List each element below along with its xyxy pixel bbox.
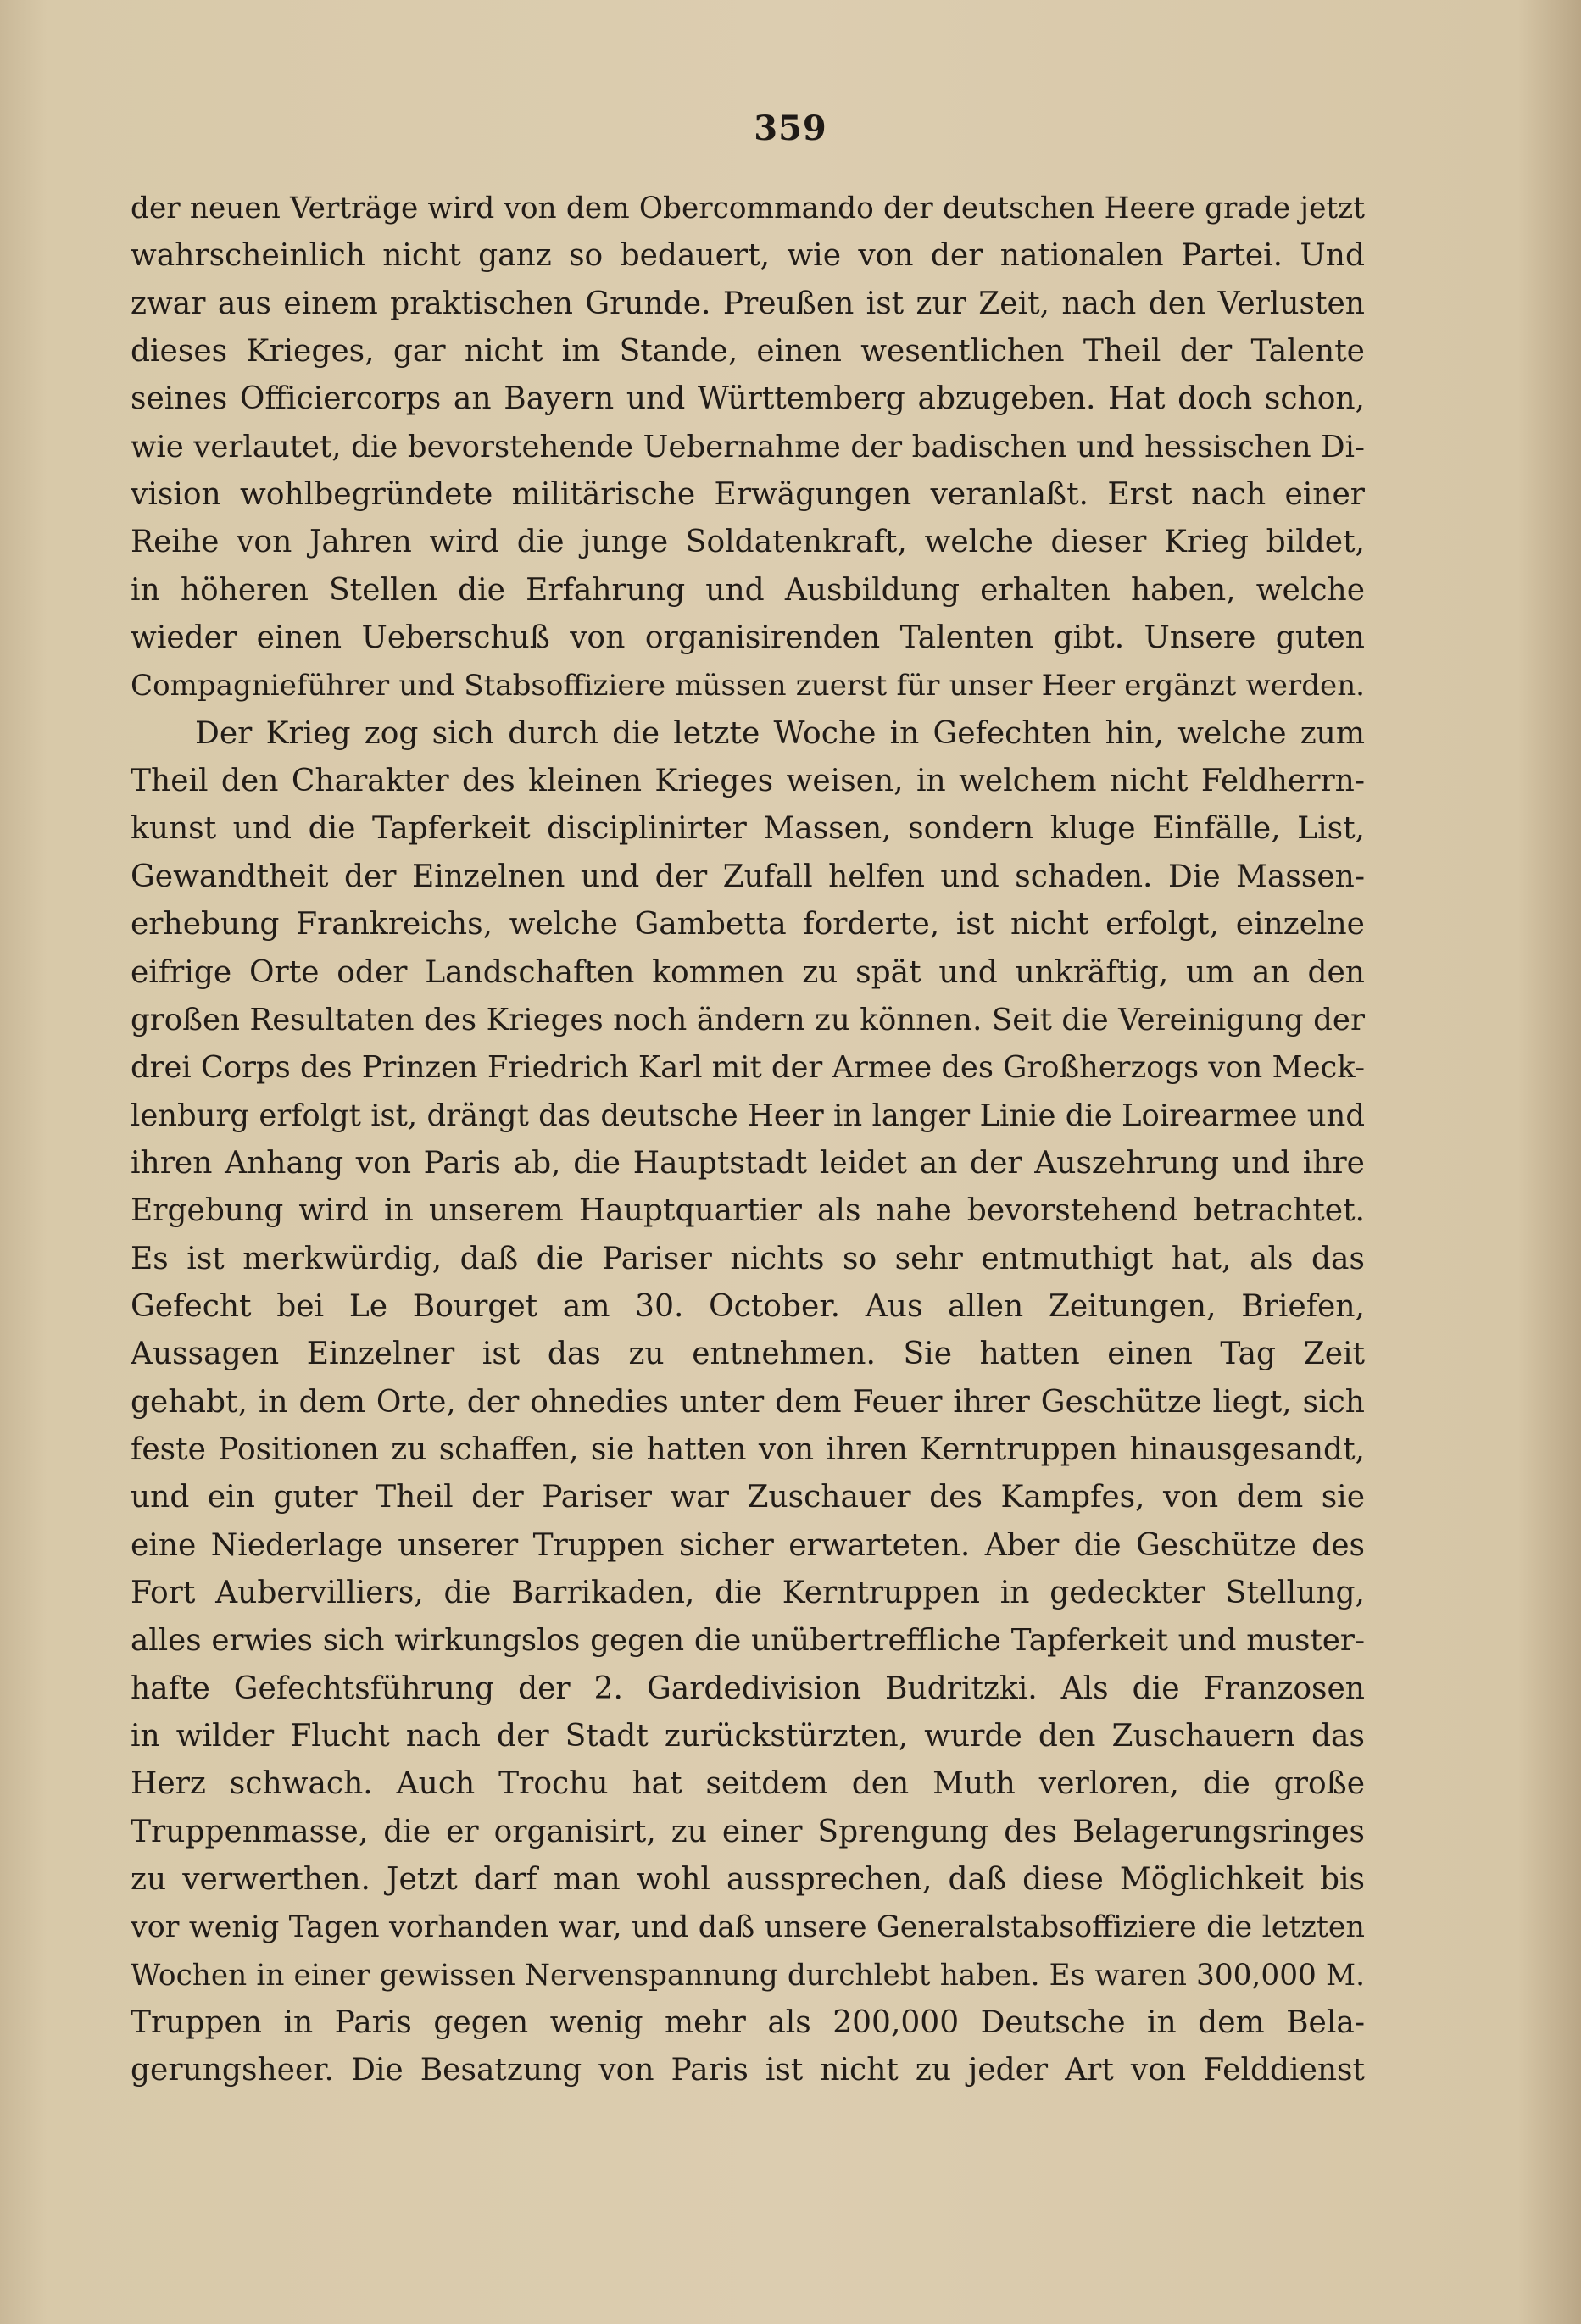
text-line: gehabt, in dem Orte, der ohnedies unter dem Feuer ihrer Geschütze liegt, sich [131,1384,1365,1420]
text-line: in höheren Stellen die Erfahrung und Ausbildung erhalten haben, welche [131,572,1365,608]
text-line: kunst und die Tapferkeit disciplinirter Massen, sondern kluge Einfälle, List, [131,811,1365,847]
text-line: eifrige Orte oder Landschaften kommen zu spät und unkräftig, um an den [131,954,1365,990]
text-line: wie verlautet, die bevorstehende Uebernahme der badischen und hessischen Di- [131,429,1365,464]
text-line: der neuen Verträge wird von dem Obercommando der deutschen Heere grade jetzt [131,192,1365,225]
text-line: Wochen in einer gewissen Nervenspannung durchlebt haben. Es waren 300,000 M. [131,1958,1365,1993]
text-line: Ergebung wird in unserem Hauptquartier als nahe bevorstehend betrachtet. [131,1193,1365,1229]
text-line: dieses Krieges, gar nicht im Stande, einen wesentlichen Theil der Talente [131,334,1365,370]
text-line: Es ist merkwürdig, daß die Pariser nichts so sehr entmuthigt hat, als das [131,1241,1365,1276]
text-line: großen Resultaten des Krieges noch ändern zu können. Seit die Vereinigung der [131,1002,1365,1037]
text-line: wahrscheinlich nicht ganz so bedauert, wie von der nationalen Partei. Und [131,238,1365,274]
text-line: in wilder Flucht nach der Stadt zurückstürzten, wurde den Zuschauern das [131,1719,1365,1754]
text-line: vor wenig Tagen vorhanden war, und daß unsere Generalstabsoffiziere die letzten [131,1910,1365,1945]
text-line: ihren Anhang von Paris ab, die Hauptstadt leidet an der Auszehrung und ihre [131,1145,1365,1181]
text-line: Compagnieführer und Stabsoffiziere müssen zuerst für unser Heer ergänzt werden. [131,669,1365,703]
text-line: vision wohlbegründete militärische Erwägungen veranlaßt. Erst nach einer [131,477,1365,513]
text-line: feste Positionen zu schaffen, sie hatten von ihren Kerntruppen hinausgesandt, [131,1432,1365,1467]
body-text [131,185,1365,2095]
text-line: gerungsheer. Die Besatzung von Paris ist nicht zu jeder Art von Felddienst [131,2053,1365,2088]
text-line: erhebung Frankreichs, welche Gambetta forderte, ist nicht erfolgt, einzelne [131,907,1365,942]
text-line: Reihe von Jahren wird die junge Soldatenkraft, welche dieser Krieg bildet, [131,525,1365,560]
text-line: seines Officiercorps an Bayern und Württemberg abzugeben. Hat doch schon, [131,381,1365,417]
text-line: Truppen in Paris gegen wenig mehr als 200,000 Deutsche in dem Bela- [131,2005,1365,2041]
text-line: eine Niederlage unserer Truppen sicher erwarteten. Aber die Geschütze des [131,1527,1365,1563]
text-line: hafte Gefechtsführung der 2. Gardedivision Budritzki. Als die Franzosen [131,1671,1365,1706]
text-line: und ein guter Theil der Pariser war Zuschauer des Kampfes, von dem sie [131,1480,1365,1515]
text-line: Herz schwach. Auch Trochu hat seitdem den Muth verloren, die große [131,1766,1365,1802]
text-line: Truppenmasse, die er organisirt, zu einer Sprengung des Belagerungsringes [131,1814,1365,1849]
paragraph-first-line: Der Krieg zog sich durch die letzte Woche in Gefechten hin, welche zum [195,715,1365,751]
text-line: Gefecht bei Le Bourget am 30. October. Aus allen Zeitungen, Briefen, [131,1288,1365,1324]
text-line: Gewandtheit der Einzelnen und der Zufall helfen und schaden. Die Massen- [131,859,1365,894]
text-line: drei Corps des Prinzen Friedrich Karl mit der Armee des Großherzogs von Meck- [131,1050,1365,1086]
text-line: lenburg erfolgt ist, drängt das deutsche Heer in langer Linie die Loirearmee und [131,1098,1365,1133]
text-line: zu verwerthen. Jetzt darf man wohl aussprechen, daß diese Möglichkeit bis [131,1862,1365,1898]
page-number: 359 [754,108,827,148]
text-line: wieder einen Ueberschuß von organisirenden Talenten gibt. Unsere guten [131,620,1365,656]
text-line: alles erwies sich wirkungslos gegen die unübertreffliche Tapferkeit und muster- [131,1623,1365,1659]
text-line: Aussagen Einzelner ist das zu entnehmen. Sie hatten einen Tag Zeit [131,1337,1365,1372]
text-line: zwar aus einem praktischen Grunde. Preußen ist zur Zeit, nach den Verlusten [131,286,1365,321]
text-line: Theil den Charakter des kleinen Krieges weisen, in welchem nicht Feldherrn- [131,764,1365,799]
text-line: Fort Aubervilliers, die Barrikaden, die Kerntruppen in gedeckter Stellung, [131,1575,1365,1610]
